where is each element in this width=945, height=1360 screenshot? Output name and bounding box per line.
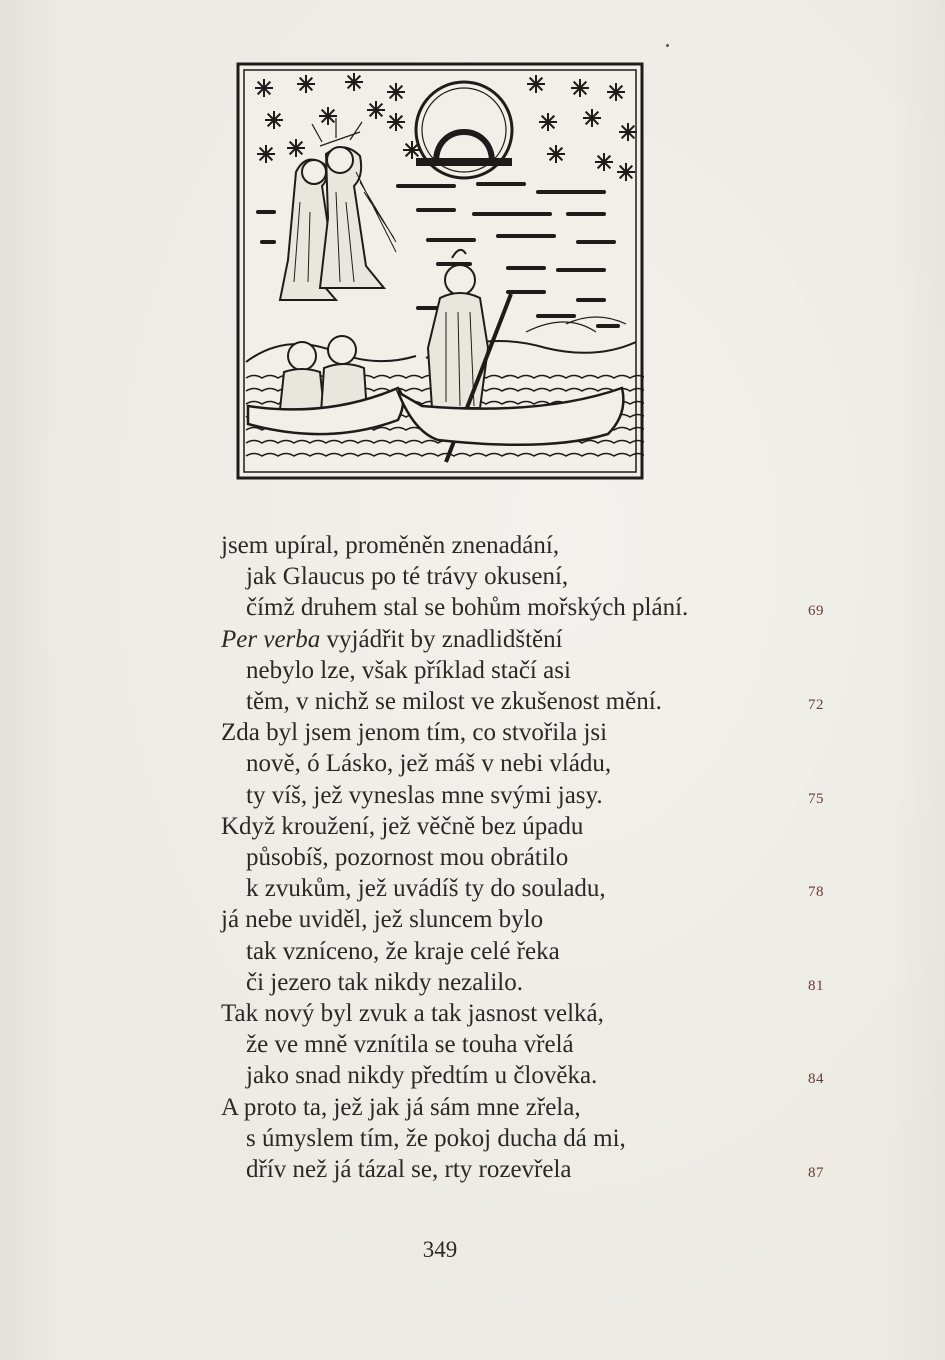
verse-text: jako snad nikdy předtím u člověka. — [246, 1062, 598, 1090]
cloud-stroke — [536, 190, 606, 194]
cloud-stroke — [396, 184, 456, 188]
star-mark — [619, 123, 637, 141]
verse-text: tak vzníceno, že kraje celé řeka — [246, 937, 560, 965]
cloud-stroke — [472, 212, 552, 216]
line-number: 78 — [808, 884, 824, 901]
cloud-stroke — [536, 314, 576, 318]
star-mark — [345, 73, 363, 91]
verse-line — [246, 593, 688, 623]
woodcut-illustration — [236, 62, 644, 480]
cloud-stroke — [256, 210, 276, 214]
verse-line — [221, 999, 604, 1029]
verse-line — [246, 1061, 597, 1091]
verse-text: působíš, pozornost mou obrátilo — [246, 844, 569, 871]
cloud-stroke — [556, 268, 606, 272]
verse-line — [246, 937, 560, 967]
verse-line — [246, 968, 523, 998]
verse-line — [221, 718, 607, 748]
verse-text: že ve mně vznítila se touha vřelá — [246, 1031, 574, 1059]
verse-text: nově, ó Lásko, jež máš v nebi vládu, — [246, 750, 612, 778]
verse-line — [221, 905, 543, 935]
star-mark — [607, 83, 625, 101]
star-mark — [257, 145, 275, 163]
cloud-stroke — [416, 208, 456, 212]
verse-line — [246, 749, 611, 779]
star-mark — [571, 79, 589, 97]
verse-line — [221, 1093, 581, 1123]
verse-text: ty víš, jež vyneslas mne svými jasy. — [246, 781, 603, 809]
verse-text: Zda byl jsem jenom tím, co stvořila jsi — [221, 719, 608, 747]
verse-line — [246, 781, 603, 811]
line-number: 72 — [808, 697, 824, 713]
verse-line — [246, 687, 662, 717]
line-number: 69 — [808, 603, 824, 620]
verse-text: já nebe uviděl, jež sluncem bylo — [221, 906, 544, 934]
verse-text: Tak nový byl zvuk a tak jasnost velká, — [221, 1000, 604, 1027]
line-number: 81 — [808, 977, 824, 994]
verse-italic-phrase: Per verba — [221, 625, 321, 653]
verse-line — [246, 843, 568, 873]
verse-text: jak Glaucus po té trávy okusení, — [246, 563, 569, 591]
star-mark — [265, 111, 283, 129]
verse-line — [246, 1155, 572, 1185]
line-number: 75 — [808, 790, 824, 807]
verse-line — [221, 812, 583, 842]
verse-line — [246, 874, 606, 904]
verse-line — [221, 625, 563, 655]
verse-text: jsem upíral, proměněn znenadání, — [221, 532, 560, 559]
star-mark — [387, 113, 405, 131]
cloud-stroke — [576, 298, 606, 302]
verse-line — [221, 531, 559, 561]
verse-text: Když kroužení, jež věčně bez úpadu — [221, 812, 584, 840]
verse-text: nebylo lze, však příklad stačí asi — [246, 656, 571, 684]
verse-line — [246, 1124, 626, 1154]
cloud-stroke — [476, 182, 526, 186]
star-mark — [547, 145, 565, 163]
star-mark — [297, 75, 315, 93]
verse-line — [246, 656, 571, 686]
star-mark — [583, 109, 601, 127]
paper-speck — [666, 44, 669, 47]
verse-text: s úmyslem tím, že pokoj ducha dá mi, — [246, 1124, 626, 1152]
line-number: 87 — [808, 1165, 824, 1181]
star-mark — [255, 79, 273, 97]
verse-text: vyjádřit by znadlidštění — [320, 625, 563, 653]
cloud-stroke — [576, 240, 616, 244]
verse-text: těm, v nichž se milost ve zkušenost mění. — [246, 688, 662, 715]
cloud-stroke — [506, 290, 546, 294]
cloud-stroke — [566, 212, 606, 216]
verse-line — [246, 1030, 574, 1060]
cloud-stroke — [426, 238, 476, 242]
cloud-stroke — [496, 234, 556, 238]
line-number: 84 — [808, 1071, 824, 1088]
verse-line — [246, 562, 568, 592]
verse-text: dřív než já tázal se, rty rozevřela — [246, 1156, 572, 1183]
star-mark — [287, 139, 305, 157]
star-mark — [387, 83, 405, 101]
verse-text: či jezero tak nikdy nezalilo. — [246, 968, 523, 996]
star-mark — [527, 75, 545, 93]
sun-disc — [416, 82, 512, 178]
star-mark — [367, 101, 385, 119]
verse-text: A proto ta, jež jak já sám mne zřela, — [221, 1093, 581, 1121]
cloud-stroke — [596, 324, 620, 328]
verse-text: čímž druhem stal se bohům mořských plání. — [246, 594, 689, 622]
star-mark — [595, 153, 613, 171]
star-mark — [617, 163, 635, 181]
page-number: 349 — [422, 1237, 458, 1262]
star-mark — [539, 113, 557, 131]
verse-text: k zvukům, jež uvádíš ty do souladu, — [246, 875, 606, 903]
star-mark — [319, 107, 337, 125]
cloud-stroke — [506, 266, 546, 270]
cloud-stroke — [260, 240, 276, 244]
